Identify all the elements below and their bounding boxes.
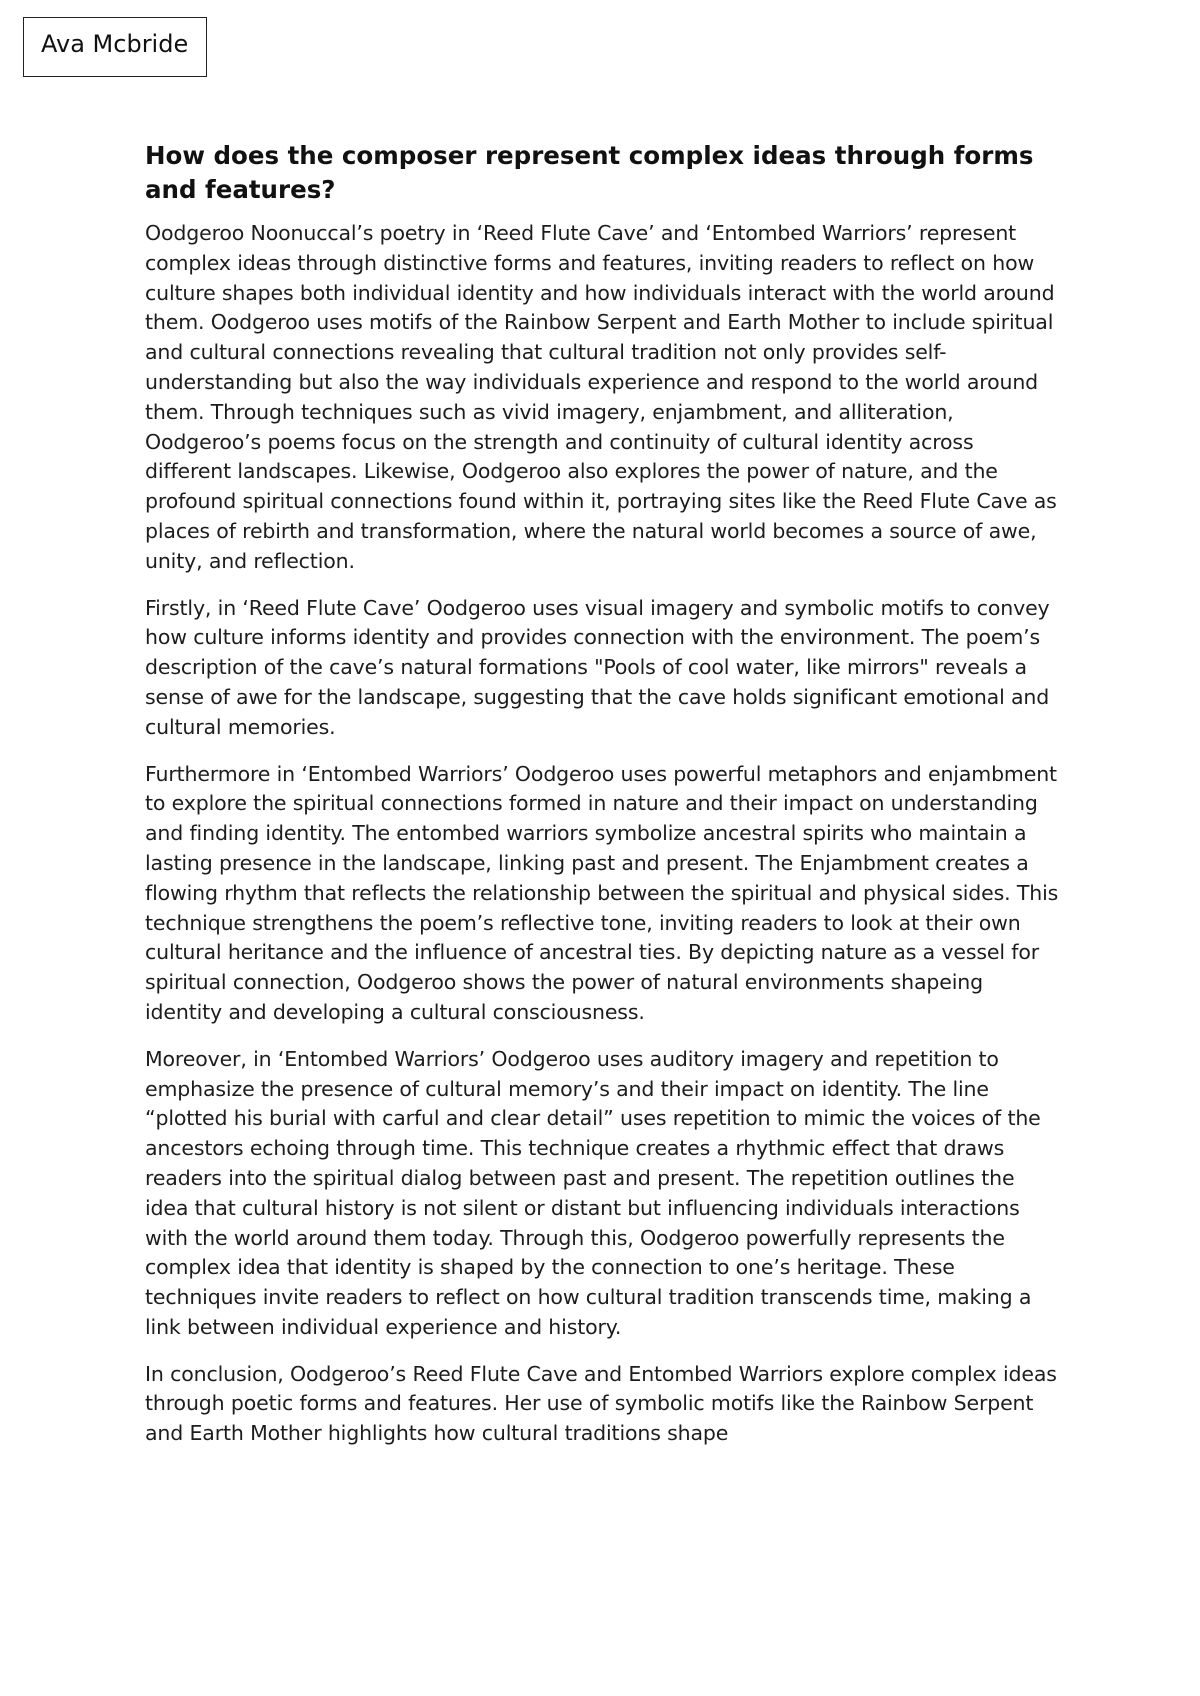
author-name-box (23, 17, 207, 77)
essay-body (145, 139, 1063, 1466)
paragraph-introduction: Oodgeroo Noonuccal’s poetry in ‘Reed Flute Cave’ and ‘Entombed Warriors’ represent complex ideas through distinctive forms and features, inviting readers to reflect on how culture shapes both individual identity and how individuals interact with the world around them. Oodgeroo uses motifs of the Rainbow Serpent and Earth Mother to include spiritual and cultural connections revealing that cultural tradition not only provides self-understanding but also the way individuals experience and respond to the world around them. Through techniques such as vivid imagery, enjambment, and alliteration, Oodgeroo’s poems focus on the strength and continuity of cultural identity across different landscapes. Likewise, Oodgeroo also explores the power of nature, and the profound spiritual connections found within it, portraying sites like the Reed Flute Cave as places of rebirth and transformation, where the natural world becomes a source of awe, unity, and reflection. (145, 221, 1057, 573)
paragraph-reed-flute-cave: Firstly, in ‘Reed Flute Cave’ Oodgeroo uses visual imagery and symbolic motifs to convey how culture informs identity and provides connection with the environment. The poem’s description of the cave’s natural formations "Pools of cool water, like mirrors" reveals a sense of awe for the landscape, suggesting that the cave holds significant emotional and cultural memories. (145, 595, 1050, 739)
paragraph-entombed-warriors-repetition: Moreover, in ‘Entombed Warriors’ Oodgeroo uses auditory imagery and repetition to emphasize the presence of cultural memory’s and their impact on identity. The line “plotted his burial with carful and clear detail” uses repetition to mimic the voices of the ancestors echoing through time. This technique creates a rhythmic effect that draws readers into the spiritual dialog between past and present. The repetition outlines the idea that cultural history is not silent or distant but influencing individuals interactions with the world around them today. Through this, Oodgeroo powerfully represents the complex idea that identity is shaped by the connection to one’s heritage. These techniques invite readers to reflect on how cultural tradition transcends time, making a link between individual experience and history. (145, 1046, 1041, 1339)
paragraph-conclusion: In conclusion, Oodgeroo’s Reed Flute Cave and Entombed Warriors explore complex ideas through poetic forms and features. Her use of symbolic motifs like the Rainbow Serpent and Earth Mother highlights how cultural traditions shape (145, 1361, 1057, 1446)
essay-heading: How does the composer represent complex ideas through forms and features? (145, 141, 1034, 204)
paragraph-entombed-warriors-metaphor: Furthermore in ‘Entombed Warriors’ Oodgeroo uses powerful metaphors and enjambment to explore the spiritual connections formed in nature and their impact on understanding and finding identity. The entombed warriors symbolize ancestral spirits who maintain a lasting presence in the landscape, linking past and present. The Enjambment creates a flowing rhythm that reflects the relationship between the spiritual and physical sides. This technique strengthens the poem’s reflective tone, inviting readers to look at their own cultural heritance and the influence of ancestral ties. By depicting nature as a vessel for spiritual connection, Oodgeroo shows the power of natural environments shapeing identity and developing a cultural consciousness. (145, 761, 1059, 1024)
author-name: Ava Mcbride (41, 30, 189, 58)
